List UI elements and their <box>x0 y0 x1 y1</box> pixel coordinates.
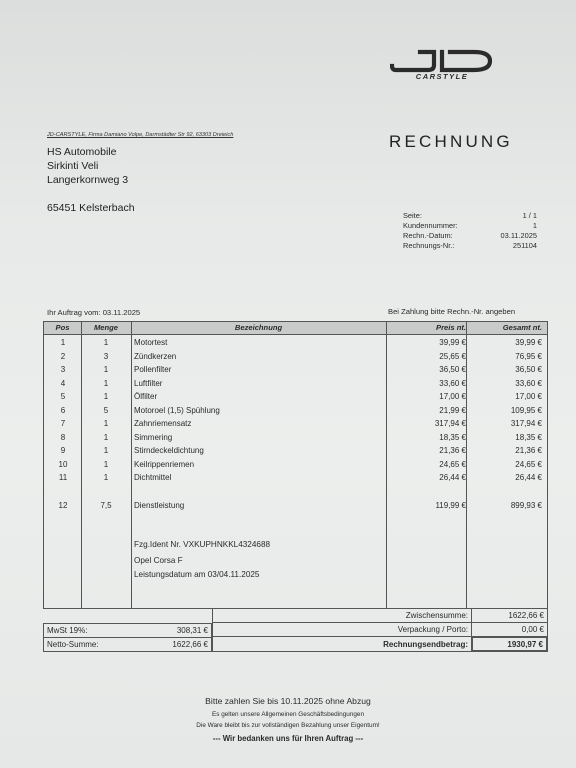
cell-gesamt: 76,95 € <box>515 351 542 361</box>
cell-preis: 21,99 € <box>439 405 466 415</box>
header-preis: Preis nt. <box>436 323 466 332</box>
cell-menge: 1 <box>103 432 109 442</box>
cell-pos: 4 <box>60 378 66 388</box>
cell-preis: 17,00 € <box>439 392 466 401</box>
logo-subtitle: CARSTYLE <box>415 72 469 81</box>
cell-pos: 11 <box>58 473 68 482</box>
cell-menge: 1 <box>103 446 109 455</box>
order-date: Ihr Auftrag vom: 03.11.2025 <box>47 308 141 317</box>
verpackung-label: Verpackung / Porto: <box>397 625 468 634</box>
service-date: Leistungsdatum am 03/04.11.2025 <box>134 570 260 579</box>
cell-menge: 1 <box>103 338 109 347</box>
meta-label: Rechn.-Datum: <box>403 231 453 240</box>
thank-you-note: --- Wir bedanken uns für Ihren Auftrag --- <box>212 734 364 743</box>
meta-row <box>403 221 537 231</box>
endbetrag-label: Rechnungsendbetrag: <box>383 639 468 649</box>
meta-row <box>403 241 537 251</box>
agb-note: Es gelten unsere Allgemeinen Geschäftsbedingungen <box>211 711 365 718</box>
cell-preis: 21,36 € <box>439 446 466 455</box>
mwst-label: MwSt 19%: <box>47 626 88 635</box>
jd-carstyle-logo <box>390 46 494 82</box>
cell-preis: 33,60 € <box>439 378 466 388</box>
cell-preis: 317,94 € <box>434 419 466 428</box>
zwischensumme-value-box <box>471 608 548 623</box>
column-divider <box>131 322 132 608</box>
mwst-box <box>43 623 212 638</box>
endbetrag-label-box <box>212 636 471 652</box>
cell-gesamt: 17,00 € <box>515 392 542 401</box>
meta-label: Kundennummer: <box>403 221 458 230</box>
meta-value: 1 <box>532 221 537 230</box>
cell-gesamt: 36,50 € <box>515 365 542 374</box>
cell-pos: 5 <box>60 392 66 401</box>
cell-menge: 7,5 <box>100 501 112 510</box>
cell-preis: 26,44 € <box>439 473 466 482</box>
ownership-note: Die Ware bleibt bis zur vollständigen Bezahlung unser Eigentum! <box>196 722 380 729</box>
netto-box <box>43 637 212 652</box>
cell-menge: 1 <box>103 473 109 482</box>
mwst-value: 308,31 € <box>176 626 208 635</box>
cell-pos: 3 <box>60 365 66 374</box>
column-divider <box>466 322 467 608</box>
header-menge: Menge <box>93 323 119 332</box>
cell-bezeichnung: Pollenfilter <box>134 365 172 374</box>
cell-bezeichnung: Simmering <box>134 432 173 442</box>
cell-bezeichnung: Dienstleistung <box>134 501 185 510</box>
cell-menge: 1 <box>103 365 109 374</box>
sender-line: JD-CARSTYLE, Firma Damiano Volpe, Darmstädter Str 92, 63303 Dreieich <box>47 132 234 138</box>
header-gesamt: Gesamt nt. <box>502 323 542 332</box>
totals-section <box>43 608 548 653</box>
cell-preis: 36,50 € <box>439 365 466 374</box>
cell-pos: 10 <box>58 459 68 469</box>
recipient-contact: Sirkinti Veli <box>47 160 99 172</box>
verpackung-value-box <box>471 622 548 637</box>
meta-row <box>403 211 537 221</box>
document-title: RECHNUNG <box>389 132 513 151</box>
cell-gesamt: 109,95 € <box>510 405 542 415</box>
meta-value: 03.11.2025 <box>500 231 537 240</box>
cell-gesamt: 33,60 € <box>515 378 542 388</box>
payment-hint: Bei Zahlung bitte Rechn.-Nr. angeben <box>388 307 516 316</box>
cell-gesamt: 899,93 € <box>510 501 542 510</box>
zwischensumme-label-box <box>212 608 471 623</box>
cell-menge: 1 <box>103 392 109 401</box>
cell-gesamt: 317,94 € <box>510 419 542 428</box>
invoice-meta <box>403 211 537 251</box>
cell-menge: 5 <box>103 405 109 415</box>
cell-gesamt: 26,44 € <box>515 473 542 482</box>
cell-preis: 18,35 € <box>439 432 466 442</box>
meta-value: 251104 <box>512 241 537 250</box>
verpackung-label-box <box>212 622 471 637</box>
cell-menge: 1 <box>103 459 109 469</box>
cell-menge: 1 <box>103 378 109 388</box>
zwischensumme-label: Zwischensumme: <box>405 611 468 620</box>
zwischensumme-value: 1622,66 € <box>508 611 544 620</box>
cell-pos: 12 <box>58 501 68 510</box>
cell-bezeichnung: Dichtmittel <box>134 473 172 482</box>
recipient-street: Langerkornweg 3 <box>47 174 129 186</box>
cell-pos: 7 <box>60 419 66 428</box>
cell-preis: 25,65 € <box>439 351 466 361</box>
cell-preis: 39,99 € <box>439 338 466 347</box>
cell-menge: 1 <box>103 419 109 428</box>
cell-gesamt: 18,35 € <box>515 432 542 442</box>
netto-value: 1622,66 € <box>172 640 208 649</box>
cell-pos: 2 <box>60 351 66 361</box>
table-header <box>44 322 547 335</box>
cell-bezeichnung: Zündkerzen <box>134 351 177 361</box>
meta-row <box>403 231 537 241</box>
cell-bezeichnung: Keilrippenriemen <box>134 459 195 469</box>
meta-value: 1 / 1 <box>522 211 537 220</box>
items-table <box>43 321 548 609</box>
cell-pos: 6 <box>60 405 66 415</box>
endbetrag-value-box <box>471 636 548 652</box>
cell-bezeichnung: Motoroel (1,5) Spühlung <box>134 405 220 415</box>
vehicle-model: Opel Corsa F <box>134 556 183 565</box>
verpackung-value: 0,00 € <box>521 625 544 634</box>
netto-label: Netto-Summe: <box>47 640 99 649</box>
cell-pos: 1 <box>60 338 66 347</box>
cell-bezeichnung: Zahnriemensatz <box>134 419 192 428</box>
header-bezeichnung: Bezeichnung <box>234 323 283 332</box>
recipient-name: HS Automobile <box>47 146 117 158</box>
cell-preis: 24,65 € <box>439 459 466 469</box>
meta-label: Seite: <box>403 211 422 220</box>
cell-bezeichnung: Motortest <box>134 338 168 347</box>
cell-gesamt: 21,36 € <box>515 446 542 455</box>
payment-terms: Bitte zahlen Sie bis 10.11.2025 ohne Abzug <box>205 696 371 706</box>
cell-gesamt: 24,65 € <box>515 459 542 469</box>
cell-pos: 9 <box>60 446 66 455</box>
cell-pos: 8 <box>60 432 66 442</box>
vehicle-id: Fzg.Ident Nr. VXKUPHNKKL4324688 <box>134 540 271 549</box>
cell-bezeichnung: Luftfilter <box>134 378 163 388</box>
meta-label: Rechnungs-Nr.: <box>403 241 455 250</box>
cell-bezeichnung: Ölfilter <box>134 392 158 401</box>
cell-preis: 119,99 € <box>435 501 466 510</box>
cell-menge: 3 <box>103 351 109 361</box>
cell-gesamt: 39,99 € <box>515 338 542 347</box>
endbetrag-value: 1930,97 € <box>507 639 543 649</box>
header-pos: Pos <box>55 323 70 332</box>
cell-bezeichnung: Stirndeckeldichtung <box>134 446 204 455</box>
recipient-city: 65451 Kelsterbach <box>47 202 135 214</box>
